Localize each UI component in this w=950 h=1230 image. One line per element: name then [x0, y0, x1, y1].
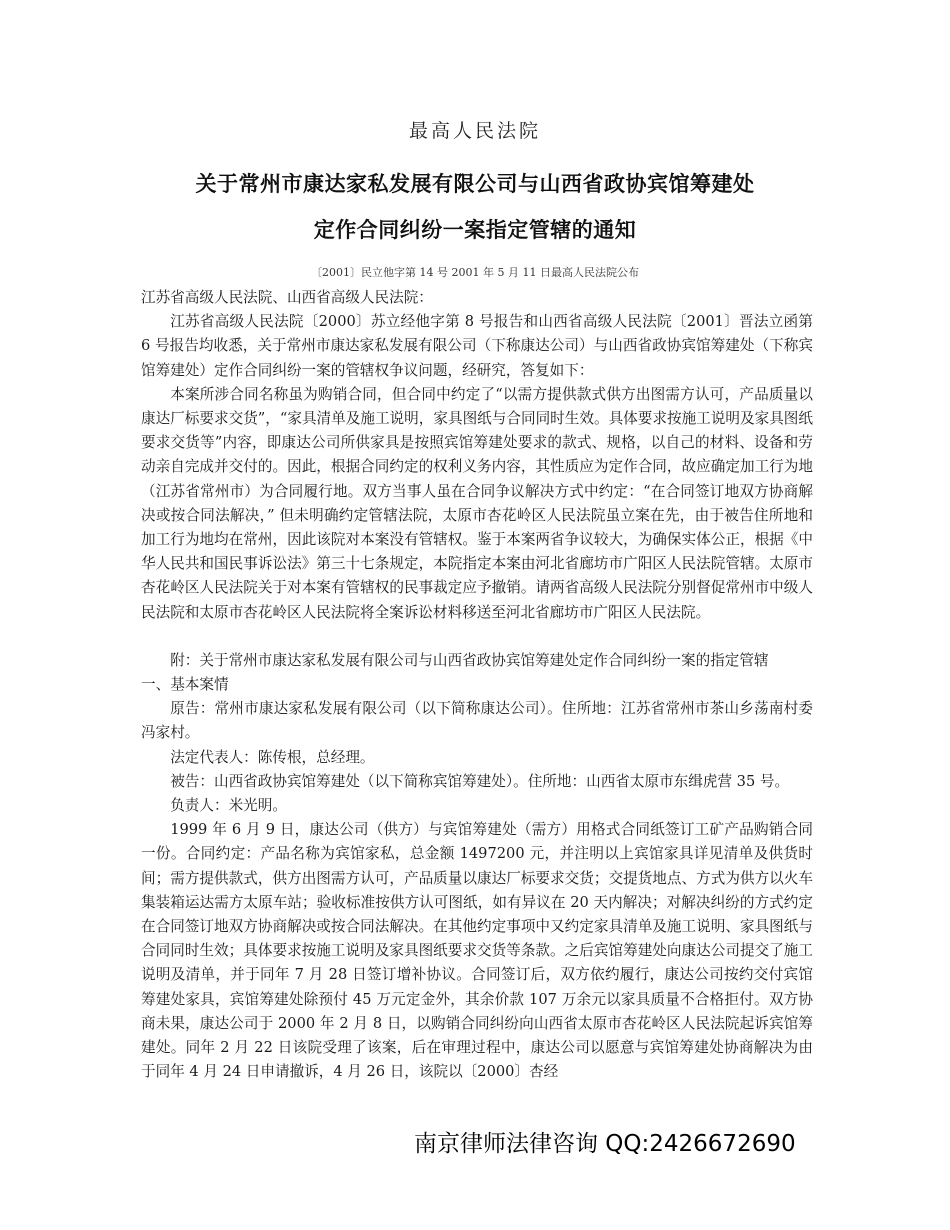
plaintiff-info: 原告：常州市康达家私发展有限公司（以下简称康达公司）。住所地：江苏省常州市茶山乡荡南村委冯家村。 [141, 700, 813, 742]
addressee: 江苏省高级人民法院、山西省高级人民法院： [141, 289, 433, 306]
paragraph-gap [141, 625, 813, 649]
paragraph-reports: 江苏省高级人民法院〔2000〕苏立经他字第 8 号报告和山西省高级人民法院〔2001〕晋法立函第 6 号报告均收悉，关于常州市康达家私发展有限公司（下称康达公司）与山西省政协宾馆筹建处（下称宾馆筹建处）定作合同纠纷一案的管辖权争议问题，经研究，答复如下： [141, 313, 813, 379]
responsible-person: 负责人：米光明。 [170, 797, 287, 815]
document-body [141, 286, 813, 1085]
footer-watermark: 南京律师法律咨询 QQ:2426672690 [414, 1131, 796, 1157]
paragraph-ruling: 本案所涉合同名称虽为购销合同，但合同中约定了“以需方提供款式供方出图需方认可，产品质量以康达厂标要求交货”，“家具清单及施工说明，家具图纸与合同同时生效。具体要求按施工说明及家具图纸要求交货等”内容，即康达公司所供家具是按照宾馆筹建处要求的款式、规格，以自己的材料、设备和劳动亲自完成并交付的。因此，根据合同约定的权利义务内容，其性质应为定作合同，故应确定加工行为地（江苏省常州市）为合同履行地。双方当事人虽在合同争议解决方式中约定：“在合同签订地双方协商解决或按合同法解决，” 但未明确约定管辖法院，太原市杏花岭区人民法院虽立案在先，由于被告住所地和加工行为地均在常州，因此该院对本案没有管辖权。鉴于本案两省争议较大，为确保实体公正，根据《中华人民共和国民事诉讼法》第三十七条规定，本院指定本案由河北省廊坊市广阳区人民法院管辖。太原市杏花岭区人民法院关于对本案有管辖权的民事裁定应予撤销。请两省高级人民法院分别督促常州市中级人民法院和太原市杏花岭区人民法院将全案诉讼材料移送至河北省廊坊市广阳区人民法院。 [141, 385, 813, 621]
issuing-court: 最高人民法院 [408, 120, 541, 142]
appendix-title: 附：关于常州市康达家私发展有限公司与山西省政协宾馆筹建处定作合同纠纷一案的指定管辖 [170, 651, 769, 669]
title-line-1: 关于常州市康达家私发展有限公司与山西省政协宾馆筹建处 [195, 171, 755, 196]
title-line-2: 定作合同纠纷一案指定管辖的通知 [313, 217, 637, 242]
case-facts: 1999 年 6 月 9 日，康达公司（供方）与宾馆筹建处（需方）用格式合同纸签订工矿产品购销合同一份。合同约定：产品名称为宾馆家私，总金额 1497200 元，并注明以上宾馆家具详见清单及供货时间；需方提供款式，供方出图需方认可，产品质量以康达厂标要求交货；交提货地点、方式为供方以火车集装箱运达需方太原车站；验收标准按供方认可图纸，如有异议在 20 天内解决；对解决纠纷的方式约定在合同签订地双方协商解决或按合同法解决。在其他约定事项中又约定家具清单及施工说明、家具图纸与合同同时生效；具体要求按施工说明及家具图纸要求交货等条款。之后宾馆筹建处向康达公司提交了施工说明及清单，并于同年 7 月 28 日签订增补协议。合同签订后，双方依约履行，康达公司按约交付宾馆筹建处家具，宾馆筹建处除预付 45 万元定金外，其余价款 107 万余元以家具质量不合格拒付。双方协商未果，康达公司于 2000 年 2 月 8 日，以购销合同纠纷向山西省太原市杏花岭区人民法院起诉宾馆筹建处。同年 2 月 22 日该院受理了该案，后在审理过程中，康达公司以愿意与宾馆筹建处协商解决为由于同年 4 月 24 日申请撤诉，4 月 26 日，该院以〔2000〕杏经 [141, 821, 813, 1081]
document-number: 〔2001〕民立他字第 14 号 2001 年 5 月 11 日最高人民法院公布 [311, 266, 639, 279]
legal-representative: 法定代表人：陈传根，总经理。 [170, 748, 375, 766]
defendant-info: 被告：山西省政协宾馆筹建处（以下简称宾馆筹建处）。住所地：山西省太原市东缉虎营 35 号。 [170, 772, 790, 790]
section-heading: 一、基本案情 [141, 676, 229, 694]
